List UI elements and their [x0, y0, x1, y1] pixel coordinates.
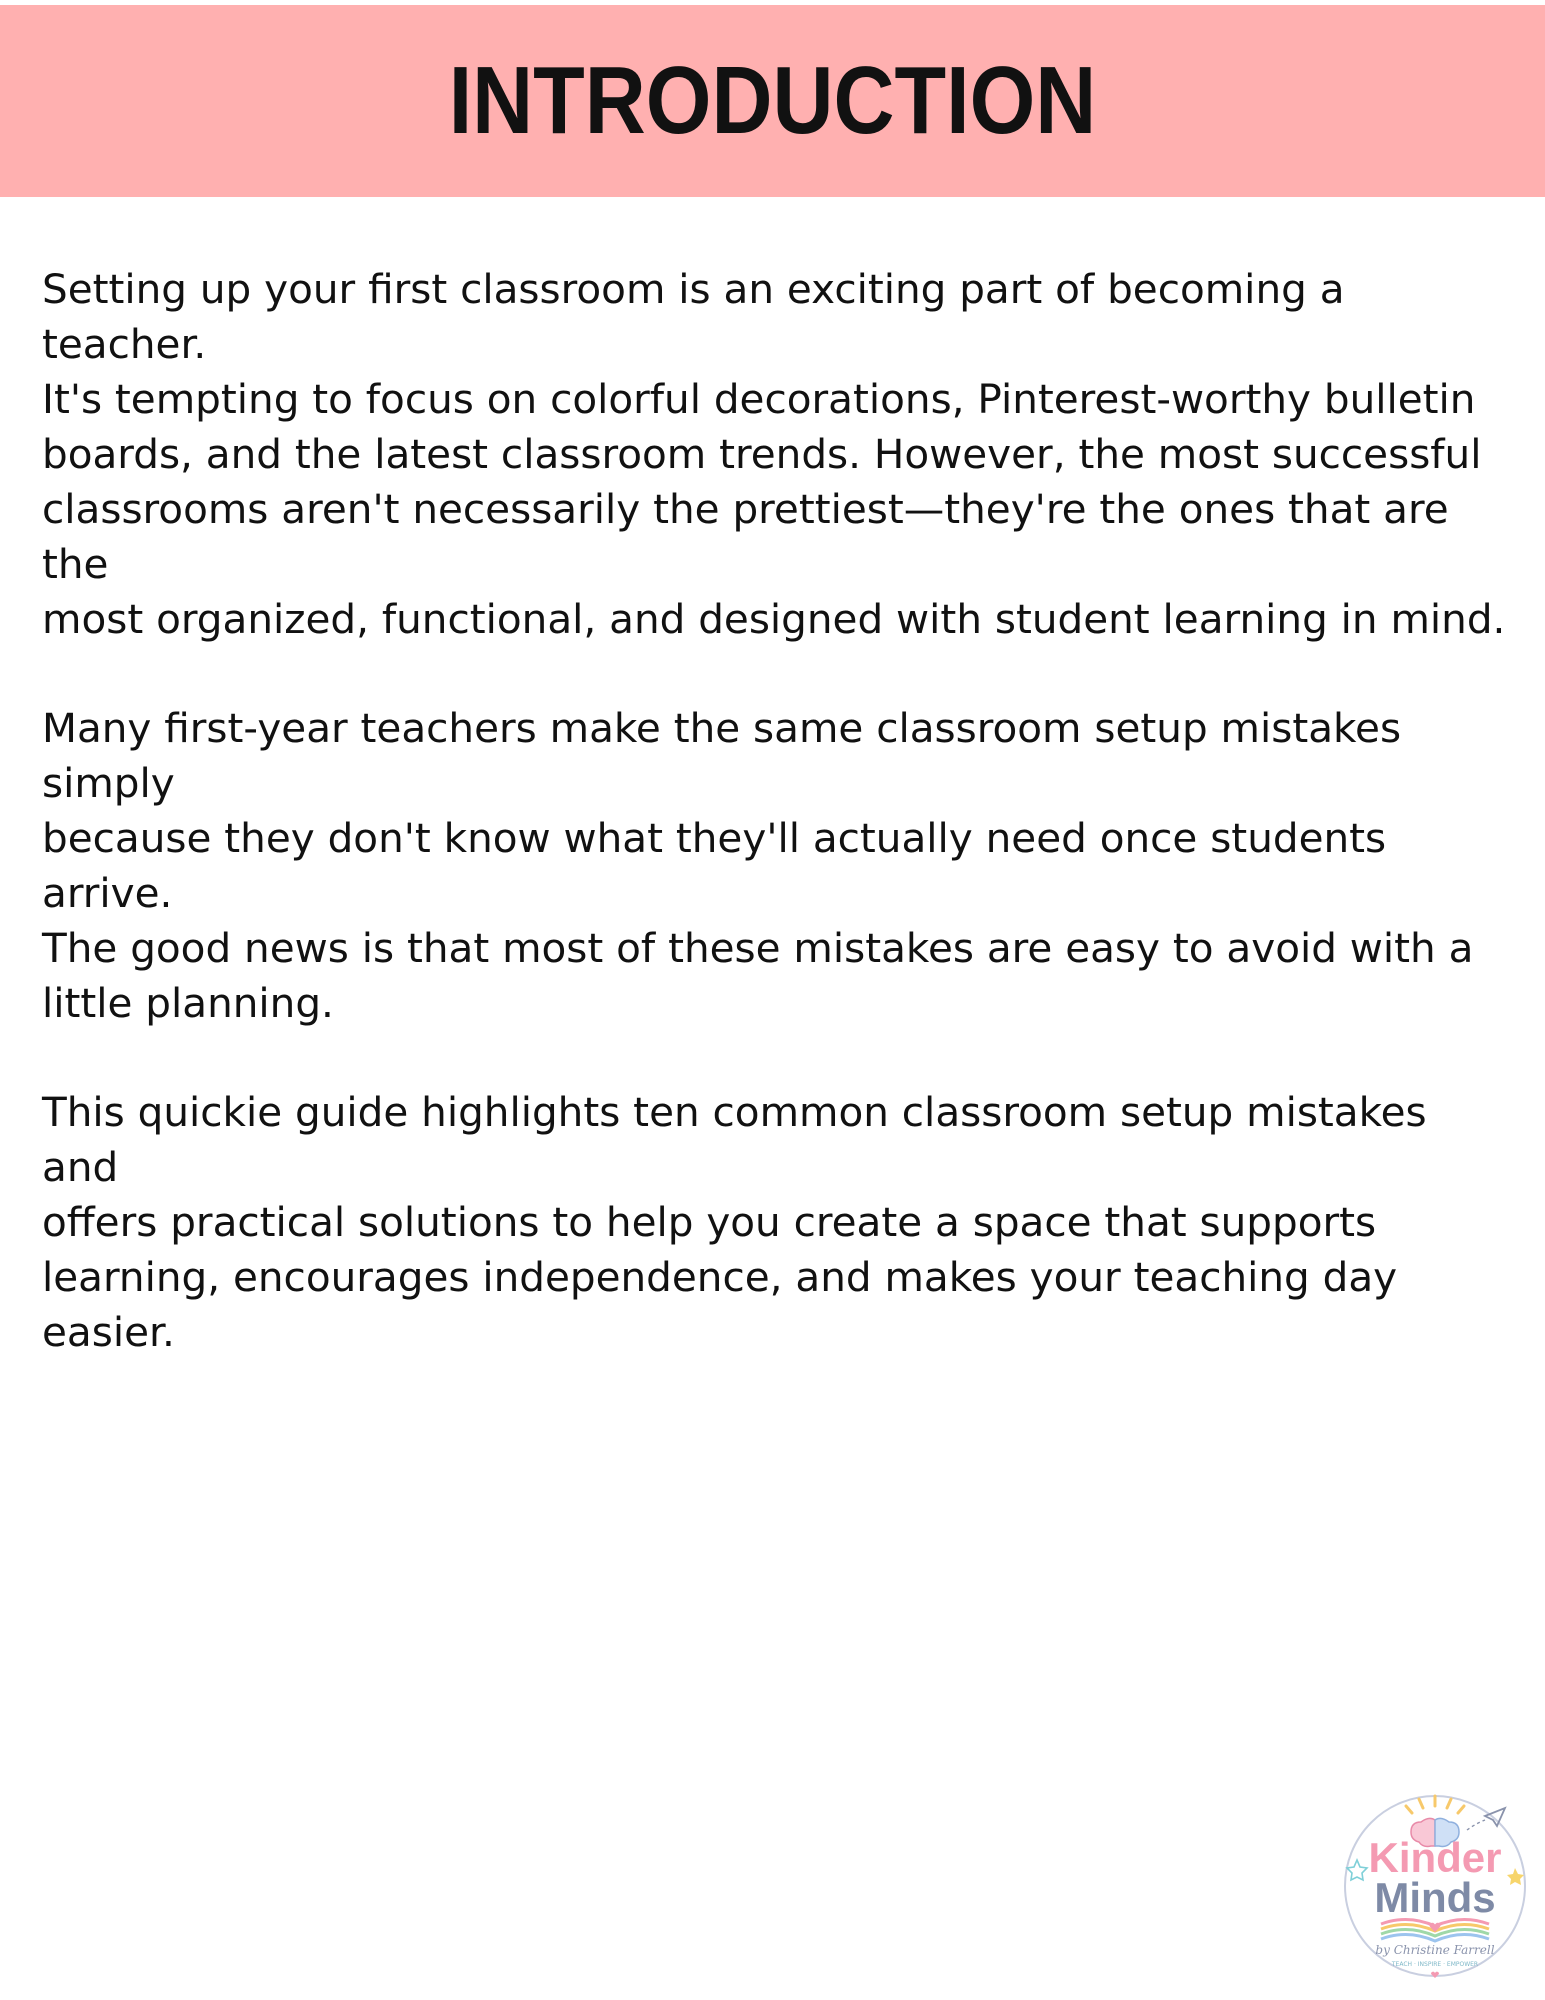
paragraph-mistakes: Many first-year teachers make the same classroom setup mistakes simply because they don't know what they'll actually need once students arrive. The good news is that most of these mistakes are easy to avoid with a little planning. — [42, 704, 1474, 1027]
page-title: INTRODUCTION — [448, 47, 1097, 154]
body-text — [42, 262, 1512, 1414]
logo-tagline: TEACH · INSPIRE · EMPOWER — [1391, 1961, 1479, 1968]
logo-word-kinder: Kinder — [1368, 1834, 1502, 1881]
paragraph-intro: Setting up your first classroom is an exciting part of becoming a teacher. It's tempting to focus on colorful decorations, Pinterest-worthy bulletin boards, and the latest classroom trends. However, the most successful classrooms aren't necessarily the prettiest—they're the ones that are the most organized, functional, and designed with student learning in mind. — [42, 265, 1506, 643]
logo-word-minds: Minds — [1374, 1874, 1496, 1921]
kinder-minds-logo — [1335, 1782, 1535, 1982]
logo-byline: by Christine Farrell — [1375, 1943, 1495, 1957]
paragraph-guide: This quickie guide highlights ten common classroom setup mistakes and offers practical solutions to help you create a space that supports learning, encourages independence, and makes your teaching day easier. — [42, 1088, 1427, 1356]
header-band — [0, 5, 1545, 197]
